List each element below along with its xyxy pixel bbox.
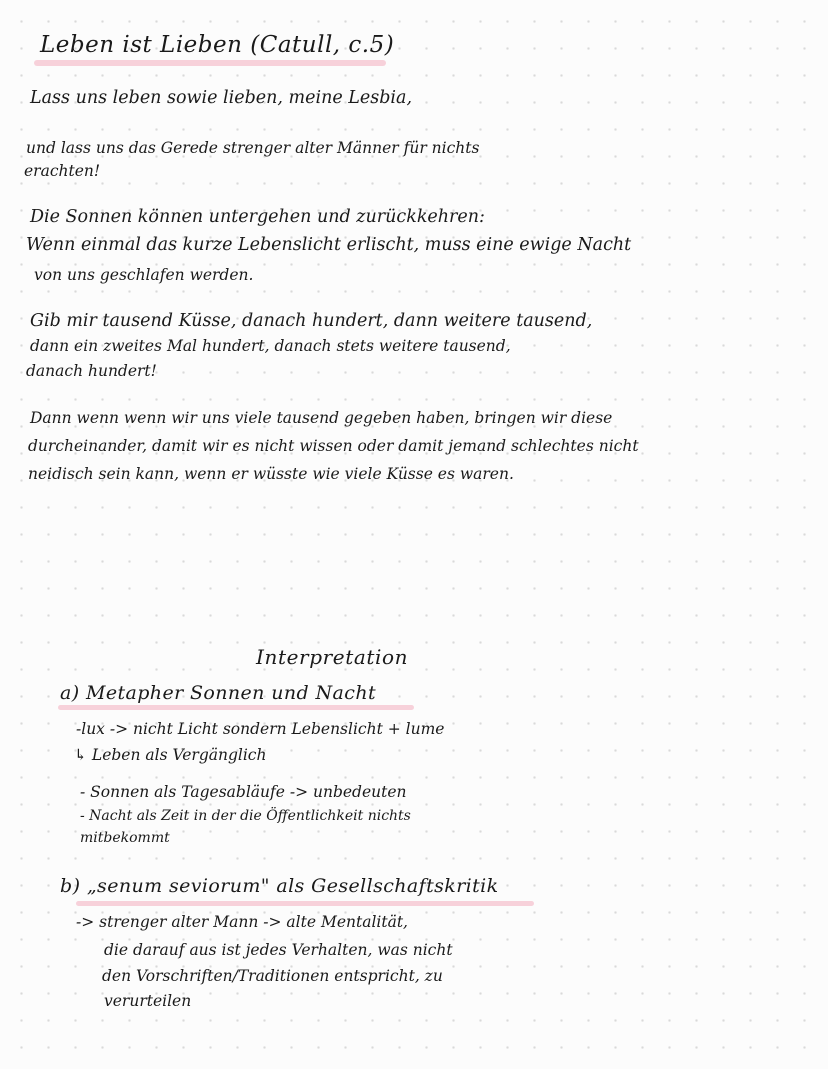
translation-line: Lass uns leben sowie lieben, meine Lesbia,: [30, 88, 413, 108]
translation-line: neidisch sein kann, wenn er wüsste wie viele Küsse es waren.: [28, 465, 514, 483]
page-title: Leben ist Lieben (Catull, c.5): [40, 32, 395, 58]
translation-line: Gib mir tausend Küsse, danach hundert, dann weitere tausend,: [30, 311, 593, 331]
section-a-line: -lux -> nicht Licht sondern Lebenslicht + lume: [76, 720, 445, 738]
section-a-line: - Nacht als Zeit in der die Öffentlichkeit nichts: [80, 808, 411, 824]
section-a-line: ↳ Leben als Vergänglich: [74, 746, 267, 764]
translation-line: Wenn einmal das kurze Lebenslicht erlischt, muss eine ewige Nacht: [26, 235, 632, 255]
translation-line: erachten!: [24, 162, 101, 180]
section-b-highlight: [76, 901, 534, 906]
section-b-title: b) „senum seviorum" als Gesellschaftskritik: [60, 875, 499, 897]
section-a-line: - Sonnen als Tagesabläufe -> unbedeuten: [80, 783, 407, 801]
section-a-title: a) Metapher Sonnen und Nacht: [60, 682, 376, 704]
section-b-line: -> strenger alter Mann -> alte Mentalität,: [76, 913, 408, 931]
section-b-line: den Vorschriften/Traditionen entspricht, zu: [102, 967, 443, 985]
interpretation-heading: Interpretation: [256, 645, 409, 669]
translation-line: von uns geschlafen werden.: [34, 266, 254, 284]
section-b-line: die darauf aus ist jedes Verhalten, was nicht: [104, 941, 453, 959]
translation-line: danach hundert!: [26, 362, 157, 380]
translation-line: und lass uns das Gerede strenger alter Männer für nichts: [26, 139, 480, 157]
translation-line: dann ein zweites Mal hundert, danach stets weitere tausend,: [30, 337, 511, 355]
translation-line: Dann wenn wenn wir uns viele tausend gegeben haben, bringen wir diese: [30, 409, 613, 427]
title-highlight: [34, 60, 386, 66]
translation-line: Die Sonnen können untergehen und zurückkehren:: [30, 207, 485, 227]
section-a-line: mitbekommt: [80, 830, 170, 846]
section-b-line: verurteilen: [104, 992, 192, 1010]
section-a-highlight: [58, 705, 414, 710]
translation-line: durcheinander, damit wir es nicht wissen oder damit jemand schlechtes nicht: [28, 437, 639, 455]
